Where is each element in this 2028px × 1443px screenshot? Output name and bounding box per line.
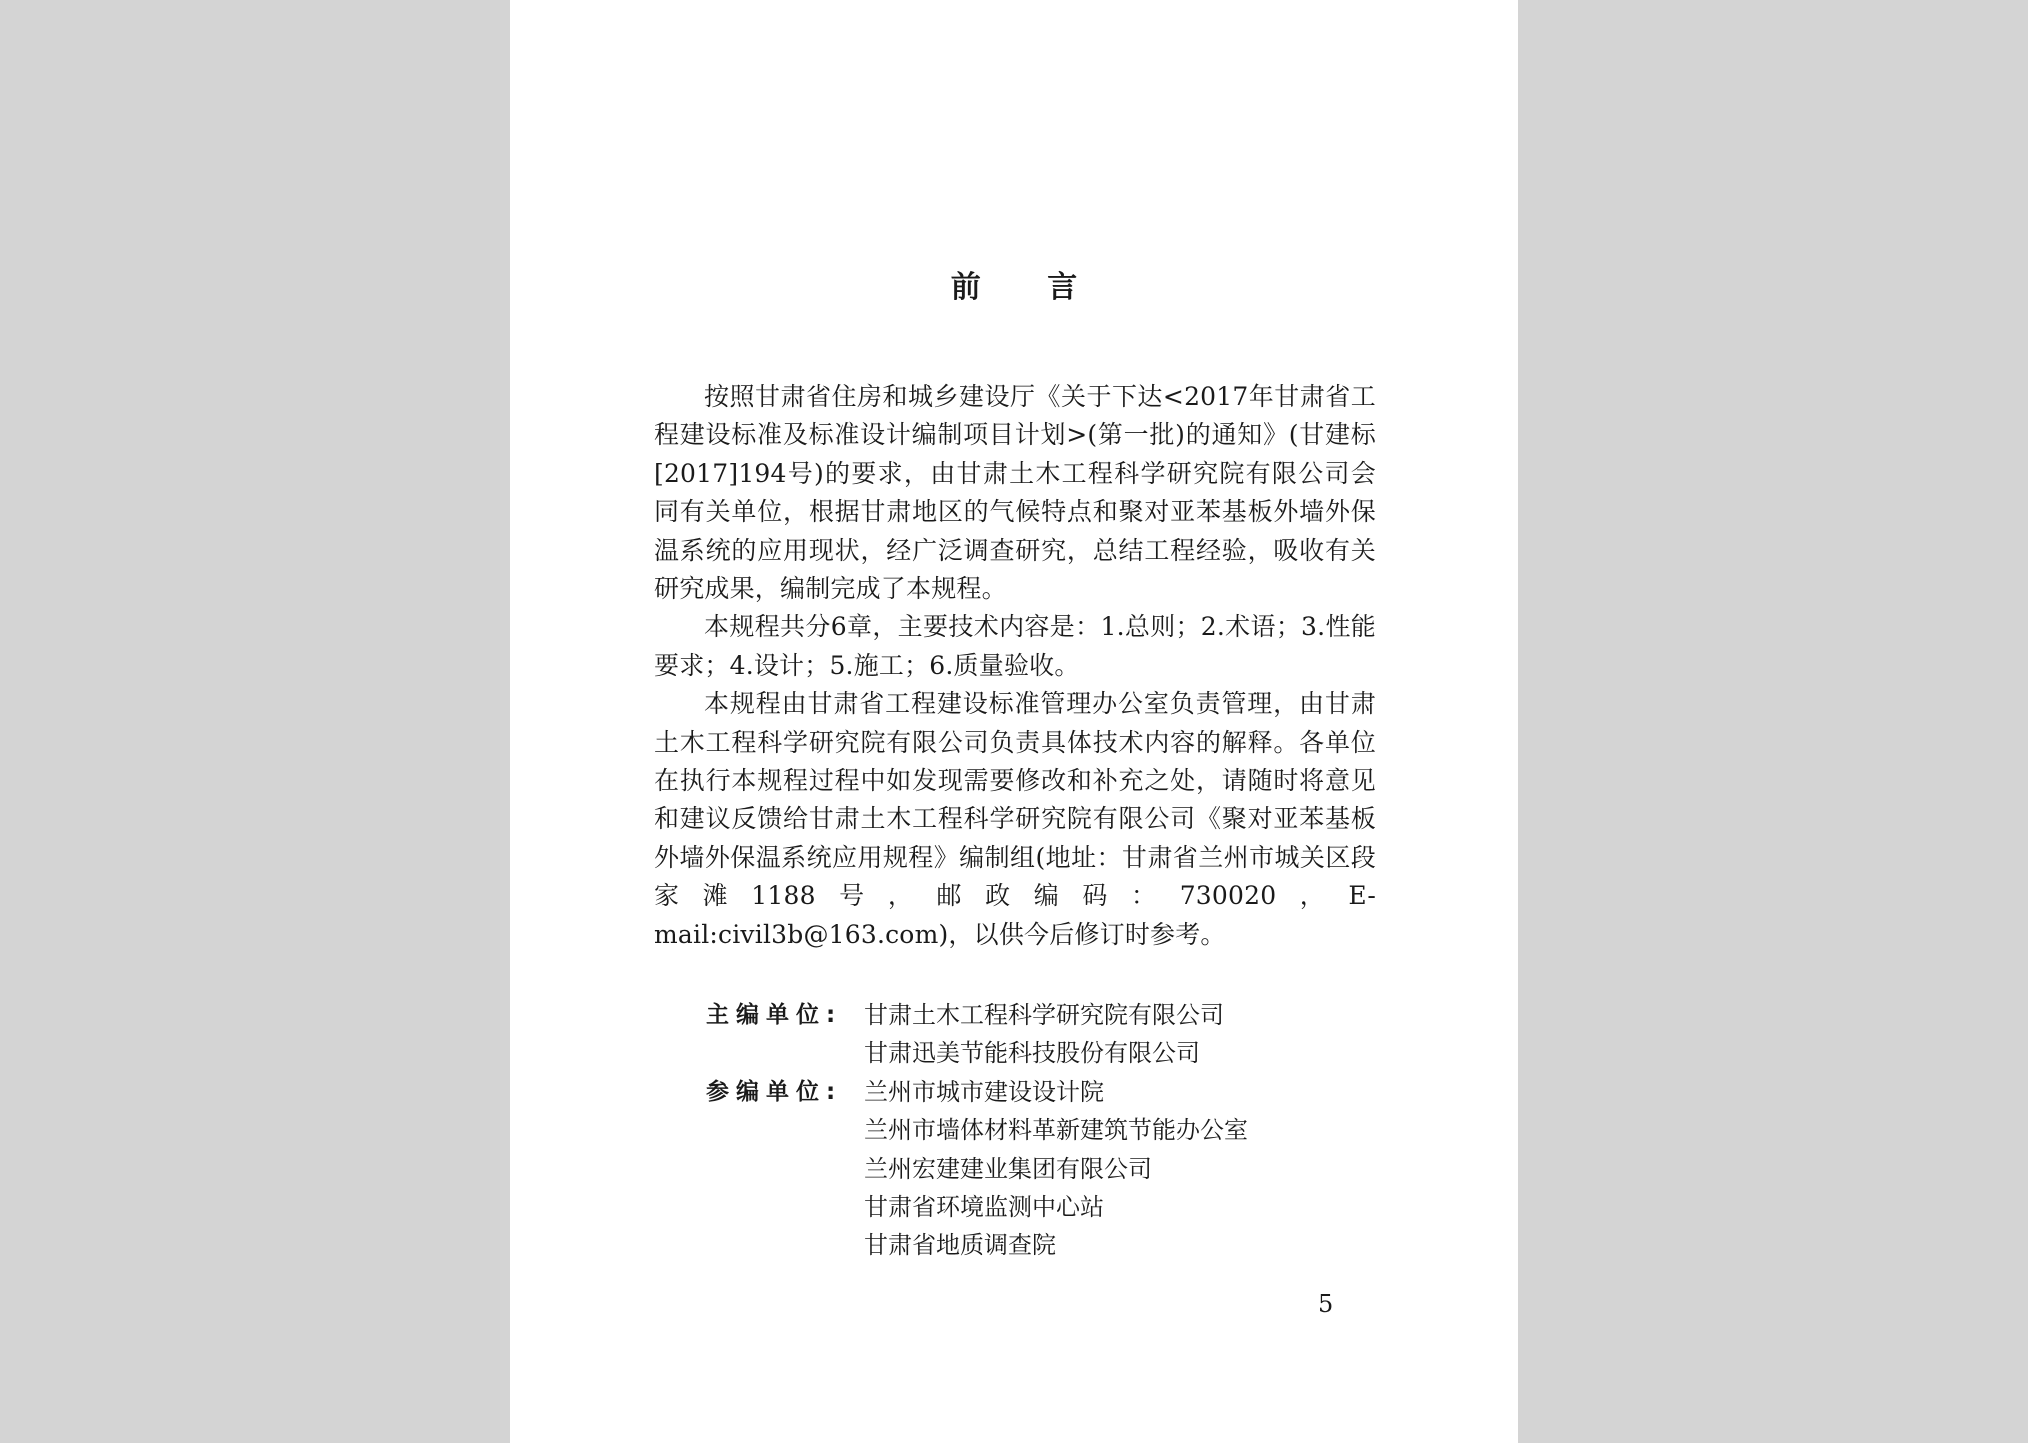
credits-section — [706, 996, 1248, 1265]
page-number: 5 — [1318, 1290, 1334, 1318]
chief-units-list — [864, 996, 1224, 1073]
participating-units-list — [864, 1073, 1248, 1265]
participating-units-label: 参编单位: — [706, 1078, 843, 1105]
participating-unit-item: 兰州市墙体材料革新建筑节能办公室 — [864, 1116, 1248, 1145]
participating-unit-item: 兰州市城市建设设计院 — [864, 1077, 1104, 1106]
paragraph-compilation-basis: 按照甘肃省住房和城乡建设厅《关于下达<2017年甘肃省工程建设标准及标准设计编制项目计划>(第一批)的通知》(甘建标[2017]194号)的要求，由甘肃土木工程科学研究院有限公司会同有关单位，根据甘肃地区的气候特点和聚对亚苯基板外墙外保温系统的应用现状，经广泛调查研究，总结工程经验，吸收有关研究成果，编制完成了本规程。 — [654, 382, 1376, 604]
chief-unit-item: 甘肃迅美节能科技股份有限公司 — [864, 1039, 1200, 1068]
participating-unit-item: 兰州宏建建业集团有限公司 — [864, 1154, 1152, 1183]
paragraph-chapter-summary: 本规程共分6章，主要技术内容是：1.总则；2.术语；3.性能要求；4.设计；5.施工；6.质量验收。 — [654, 612, 1376, 680]
paragraph-management-feedback: 本规程由甘肃省工程建设标准管理办公室负责管理，由甘肃土木工程科学研究院有限公司负责具体技术内容的解释。各单位在执行本规程过程中如发现需要修改和补充之处，请随时将意见和建议反馈给甘肃土木工程科学研究院有限公司《聚对亚苯基板外墙外保温系统应用规程》编制组(地址：甘肃省兰州市城关区段家滩1188号，邮政编码：730020，E-mail:civil3b@163.com)，以供今后修订时参考。 — [654, 689, 1376, 949]
chief-units-label: 主编单位: — [706, 1002, 843, 1028]
participating-unit-item: 甘肃省地质调查院 — [864, 1231, 1056, 1260]
chief-unit-item: 甘肃土木工程科学研究院有限公司 — [864, 1001, 1224, 1029]
document-page — [510, 0, 1518, 1443]
page-title: 前 言 — [950, 270, 1106, 305]
preface-body — [654, 378, 1376, 954]
participating-units-group — [706, 1073, 1248, 1265]
chief-units-group — [706, 996, 1248, 1073]
participating-unit-item: 甘肃省环境监测中心站 — [864, 1193, 1104, 1222]
